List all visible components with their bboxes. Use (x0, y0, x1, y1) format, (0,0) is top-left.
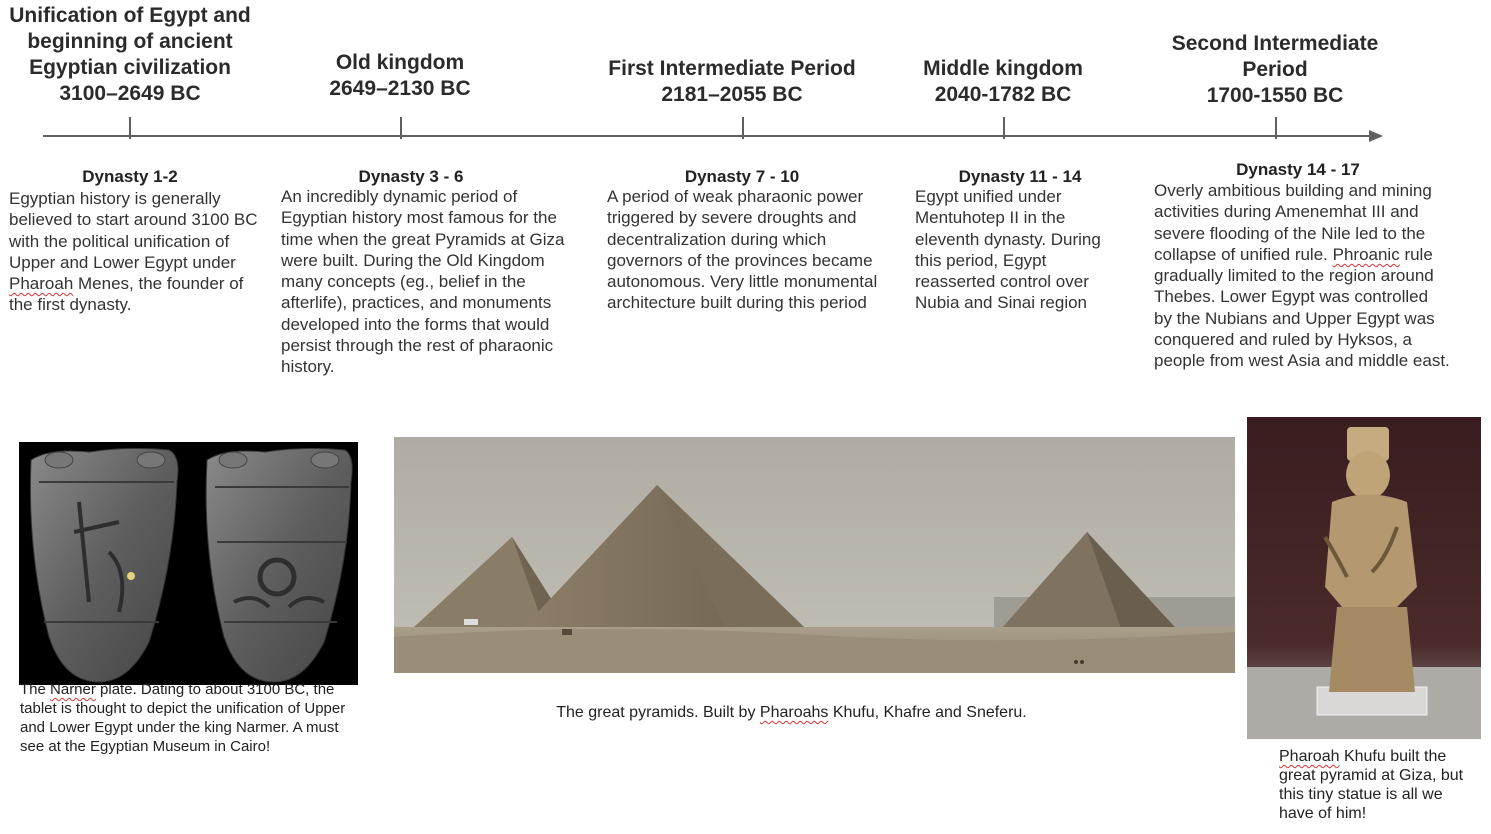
period-title-line: Middle kingdom (923, 57, 1083, 80)
pyramids-caption (394, 703, 1189, 722)
period-dates: 2040-1782 BC (934, 83, 1072, 106)
period-title-first-intermediate (582, 56, 882, 108)
dynasty-label: Dynasty 14 - 17 (1236, 160, 1360, 179)
timeline-axis (43, 135, 1373, 137)
period-dates: 2181–2055 BC (661, 83, 803, 106)
caption-text: Khufu, Khafre and Sneferu. (828, 704, 1027, 721)
khufu-statue-image (1247, 417, 1481, 739)
period-dates: 3100–2649 BC (59, 82, 201, 105)
timeline-tick (1275, 117, 1277, 139)
period-title-line: Second Intermediate (1171, 32, 1379, 55)
pyramids-illustration (394, 437, 1235, 673)
narmer-palette-illustration (19, 442, 358, 685)
khufu-caption (1279, 747, 1469, 823)
caption-text: Khufu built the great pyramid at Giza, but this tiny statue is all we have of him! (1279, 748, 1464, 822)
period-title-line: Unification of Egypt and (9, 4, 251, 27)
khufu-statue-illustration (1247, 417, 1481, 739)
description-text: Egyptian history is generally believed to start around 3100 BC with the political unification of Upper and Lower Egypt under (9, 189, 258, 272)
timeline-tick (1003, 117, 1005, 139)
period-title-unification (0, 3, 260, 107)
spellcheck-word[interactable]: Pharoahs (759, 704, 829, 721)
dynasty-label: Dynasty 7 - 10 (684, 167, 800, 186)
caption-text: The (20, 681, 51, 698)
period-dates: 2649–2130 BC (329, 77, 471, 100)
spellcheck-word[interactable]: Pharoah (1279, 748, 1340, 765)
pyramids-image (394, 437, 1235, 673)
dynasty-description: Egypt unified under Mentuhotep II in the eleventh dynasty. During this period, Egypt reasserted control over Nubia and Sinai region (915, 187, 1101, 313)
dynasty-description (1154, 180, 1450, 372)
dynasty-label: Dynasty 1-2 (82, 167, 178, 186)
dynasty-label: Dynasty 11 - 14 (958, 167, 1082, 186)
description-text: rule gradually limited to the region around Thebes. Lower Egypt was controlled by the Nubians and Upper Egypt was conquered and ruled by Hyksos, a people from west Asia and middle east. (1154, 244, 1450, 371)
dynasty-description (9, 188, 259, 316)
period-title-line: Egyptian civilization (29, 56, 231, 79)
period-dates: 1700-1550 BC (1206, 84, 1344, 107)
period-title-line: Old kingdom (335, 51, 465, 74)
narmer-caption (20, 680, 360, 756)
period-title-line: Period (1242, 58, 1308, 81)
period-title-second-intermediate (1150, 31, 1400, 109)
caption-text: The great pyramids. Built by (556, 704, 760, 721)
dynasty-description: A period of weak pharaonic power triggered by severe droughts and decentralization during which governors of the provinces became autonomous. Very little monumental architecture built during this period (607, 187, 878, 313)
dynasty-description: An incredibly dynamic period of Egyptian history most famous for the time when the great Pyramids at Giza were built. During the Old Kingdom many concepts (eg., belief in the afterlife), practices, and monuments developed into the forms that would persist through the rest of pharaonic history. (281, 187, 565, 377)
timeline-tick (400, 117, 402, 139)
timeline-tick (129, 117, 131, 139)
period-title-line: beginning of ancient (27, 30, 233, 53)
spellcheck-word[interactable]: Pharoah (9, 274, 74, 294)
timeline-arrow-icon (1369, 130, 1383, 142)
spellcheck-word[interactable]: Phroanic (1332, 244, 1400, 264)
dynasty-label: Dynasty 3 - 6 (358, 167, 464, 186)
period-title-old-kingdom (280, 50, 520, 102)
description-text: Menes, the founder of the first dynasty. (9, 274, 244, 315)
spellcheck-word[interactable]: Narner (50, 681, 96, 698)
narmer-palette-image (19, 442, 358, 685)
period-title-line: First Intermediate Period (608, 57, 856, 80)
period-title-middle-kingdom (893, 56, 1113, 108)
description-text: Overly ambitious building and mining activities during Amenemhat III and severe flooding of the Nile led to the collapse of unified rule. (1154, 181, 1432, 264)
timeline-tick (742, 117, 744, 139)
caption-text: plate. Dating to about 3100 BC, the tablet is thought to depict the unification of Upper and Lower Egypt under the king Narmer. A must see at the Egyptian Museum in Cairo! (20, 681, 346, 755)
